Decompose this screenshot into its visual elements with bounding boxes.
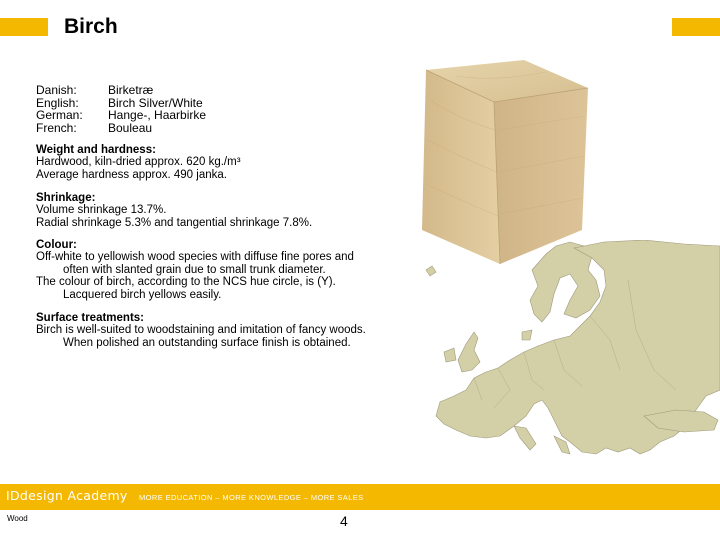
weight-heading: Weight and hardness: <box>36 144 156 156</box>
header-accent-bar-left <box>0 18 48 36</box>
lang-label: Danish: <box>36 83 77 97</box>
surface-line: When polished an outstanding surface finish is obtained. <box>63 336 351 349</box>
colour-line: Lacquered birch yellows easily. <box>63 288 222 301</box>
footer-tagline: MORE EDUCATION – MORE KNOWLEDGE – MORE SALES <box>139 493 364 502</box>
footer-bar <box>0 484 720 510</box>
weight-line: Average hardness approx. 490 janka. <box>36 168 227 181</box>
lang-name: Hange-, Haarbirke <box>108 108 207 122</box>
species-names <box>36 84 206 134</box>
birch-cube-image <box>396 60 590 264</box>
header-accent-bar-right <box>672 18 720 36</box>
lang-name: Birch Silver/White <box>108 95 203 110</box>
page-number: 4 <box>340 513 348 529</box>
shrinkage-line: Radial shrinkage 5.3% and tangential shrinkage 7.8%. <box>36 216 313 229</box>
colour-line: Off-white to yellowish wood species with diffuse fine pores and <box>36 251 354 264</box>
name-row-french <box>36 122 206 135</box>
name-row-danish <box>36 84 206 97</box>
lang-name: Bouleau <box>108 120 153 135</box>
colour-line: The colour of birch, according to the NCS hue circle, is (Y). <box>36 276 336 289</box>
lang-label: German: <box>36 108 83 122</box>
surface-section <box>36 312 386 349</box>
weight-line: Hardwood, kiln-dried approx. 620 kg./m³ <box>36 156 241 169</box>
shrinkage-line: Volume shrinkage 13.7%. <box>36 204 167 217</box>
surface-line: Birch is well-suited to woodstaining and imitation of fancy woods. <box>36 324 366 337</box>
shrinkage-section <box>36 192 386 229</box>
lang-name: Birketræ <box>108 83 154 97</box>
shrinkage-heading: Shrinkage: <box>36 192 96 204</box>
lang-label: English: <box>36 95 79 110</box>
colour-heading: Colour: <box>36 239 77 251</box>
europe-map <box>414 240 720 460</box>
footer-brand: IDdesign Academy <box>6 488 128 503</box>
colour-section <box>36 239 386 301</box>
name-row-german <box>36 109 206 122</box>
colour-line: often with slanted grain due to small trunk diameter. <box>63 263 326 276</box>
surface-heading: Surface treatments: <box>36 312 145 324</box>
footer-section-label: Wood <box>7 514 28 523</box>
page-title: Birch <box>64 15 118 38</box>
lang-label: French: <box>36 120 77 135</box>
weight-section <box>36 144 386 181</box>
